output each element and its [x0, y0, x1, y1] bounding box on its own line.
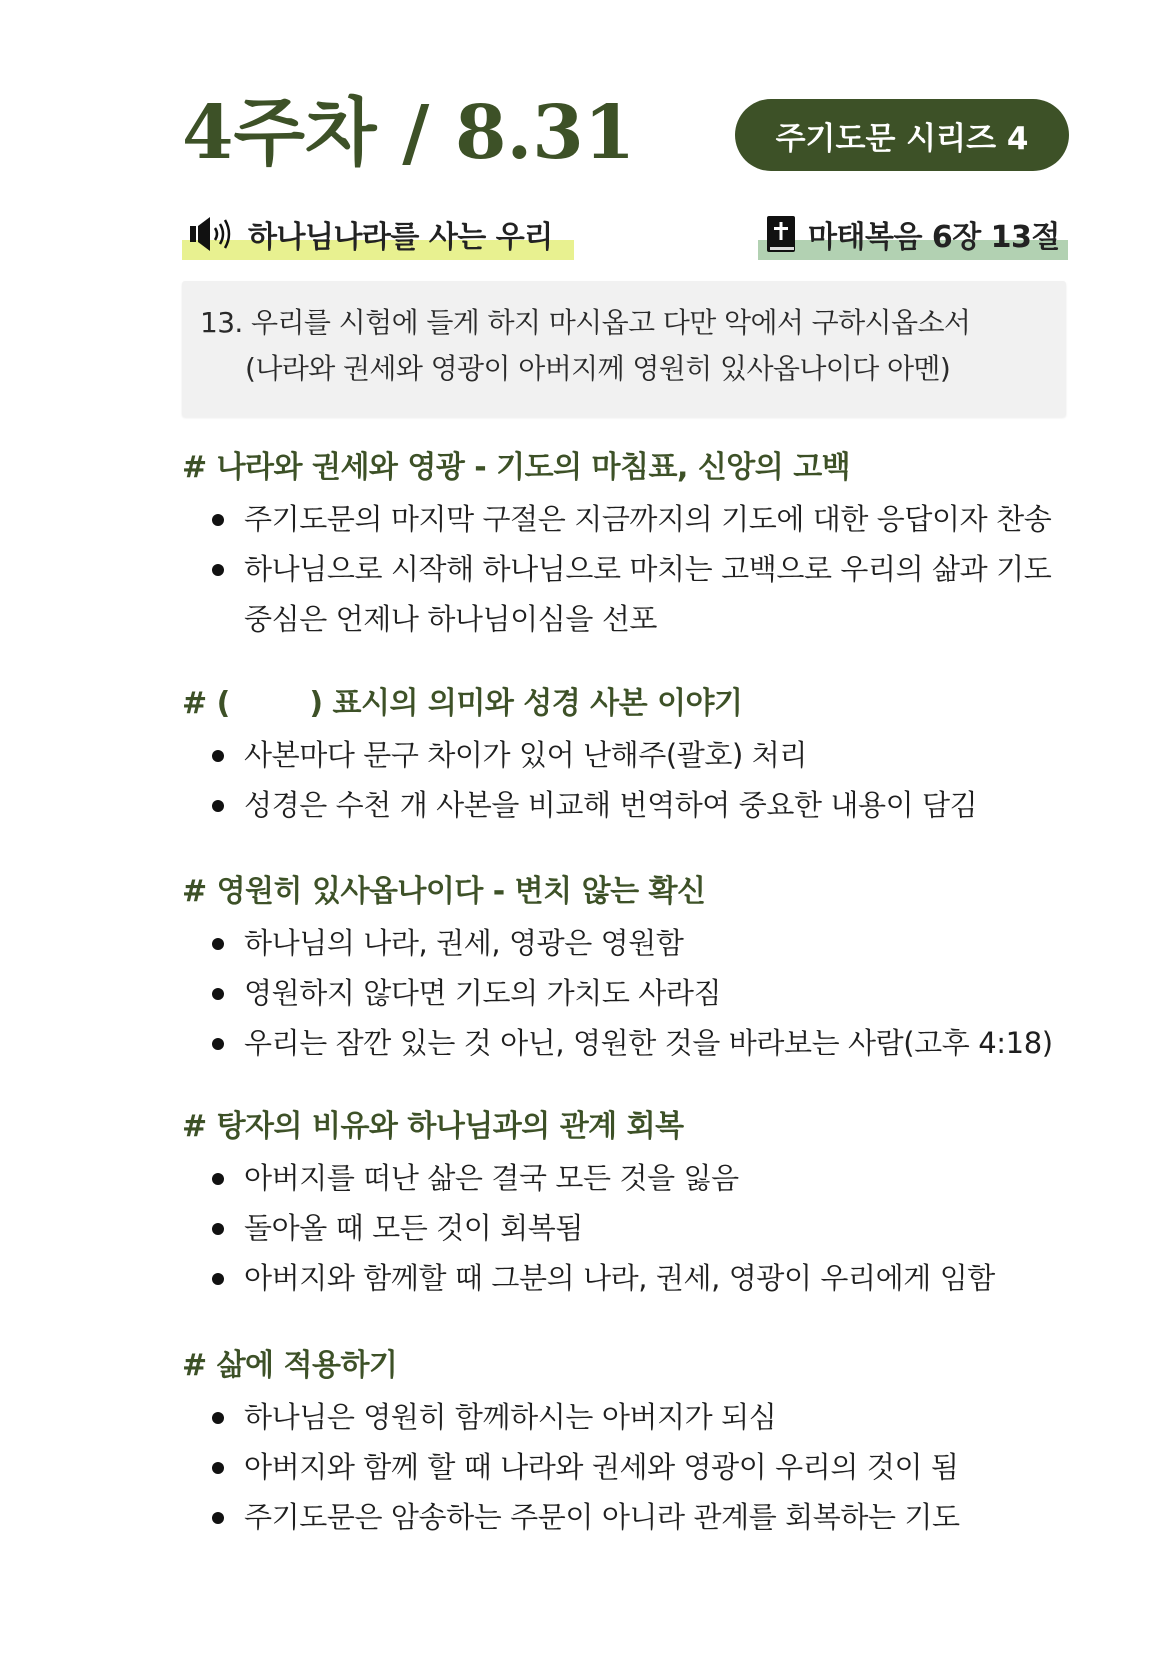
bullet-list	[182, 1153, 1082, 1303]
list-item: 하나님의 나라, 권세, 영광은 영원함	[182, 918, 1082, 968]
bullet-dot	[212, 1512, 224, 1524]
section-heading: # 탕자의 비유와 하나님과의 관계 회복	[182, 1109, 684, 1144]
series-badge	[735, 99, 1069, 171]
verse-text-line1: 13. 우리를 시험에 들게 하지 마시옵고 다만 악에서 구하시옵소서	[200, 306, 971, 339]
list-item: 하나님은 영원히 함께하시는 아버지가 되심	[182, 1392, 1082, 1442]
verse-text-line2: (나라와 권세와 영광이 아버지께 영원히 있사옵나이다 아멘)	[245, 352, 951, 385]
list-item: 사본마다 문구 차이가 있어 난해주(괄호) 처리	[182, 730, 1082, 780]
list-item: 주기도문은 암송하는 주문이 아니라 관계를 회복하는 기도	[182, 1492, 1082, 1542]
section-heading: # 영원히 있사옵나이다 - 변치 않는 확신	[182, 874, 706, 909]
section-heading: # 삶에 적용하기	[182, 1348, 398, 1383]
bullet-dot	[212, 1273, 224, 1285]
list-item: 영원하지 않다면 기도의 가치도 사라짐	[182, 968, 1082, 1018]
bullet-dot	[212, 988, 224, 1000]
bullet-list	[182, 494, 1082, 644]
bullet-list	[182, 1392, 1082, 1542]
bible-icon	[764, 214, 798, 254]
list-item: 하나님으로 시작해 하나님으로 마치는 고백으로 우리의 삶과 기도 중심은 언제나 하나님이심을 선포	[182, 544, 1082, 644]
section-heading: # 나라와 권세와 영광 - 기도의 마침표, 신앙의 고백	[182, 450, 851, 485]
section-parentheses-meaning	[182, 684, 1082, 830]
series-label: 주기도문 시리즈 4	[775, 120, 1029, 157]
section-heading: # ( ) 표시의 의미와 성경 사본 이야기	[182, 686, 743, 721]
list-item: 아버지와 함께 할 때 나라와 권세와 영광이 우리의 것이 됨	[182, 1442, 1082, 1492]
bullet-list	[182, 918, 1082, 1068]
bullet-dot	[212, 938, 224, 950]
section-kingdom-power-glory	[182, 448, 1082, 644]
bullet-dot	[212, 750, 224, 762]
page-title: 4주차 / 8.31	[182, 90, 636, 176]
bullet-dot	[212, 564, 224, 576]
bullet-dot	[212, 1038, 224, 1050]
scripture-ref: 마태복음 6장 13절	[808, 220, 1060, 255]
bullet-dot	[212, 1223, 224, 1235]
bullet-dot	[212, 1173, 224, 1185]
speaker-icon	[188, 214, 238, 254]
bullet-dot	[212, 514, 224, 526]
bullet-dot	[212, 1462, 224, 1474]
list-item: 우리는 잠깐 있는 것 아닌, 영원한 것을 바라보는 사람(고후 4:18)	[182, 1018, 1082, 1068]
list-item: 아버지와 함께할 때 그분의 나라, 권세, 영광이 우리에게 임함	[182, 1253, 1082, 1303]
bullet-list	[182, 730, 1082, 830]
theme-text: 하나님나라를 사는 우리	[248, 220, 553, 255]
verse-box	[182, 281, 1066, 417]
section-forever	[182, 872, 1082, 1068]
list-item: 성경은 수천 개 사본을 비교해 번역하여 중요한 내용이 담김	[182, 780, 1082, 830]
list-item: 아버지를 떠난 삶은 결국 모든 것을 잃음	[182, 1153, 1082, 1203]
list-item: 돌아올 때 모든 것이 회복됨	[182, 1203, 1082, 1253]
section-prodigal-son	[182, 1107, 1082, 1303]
bullet-dot	[212, 800, 224, 812]
scripture-tag	[758, 208, 1068, 260]
list-item: 주기도문의 마지막 구절은 지금까지의 기도에 대한 응답이자 찬송	[182, 494, 1082, 544]
bullet-dot	[212, 1412, 224, 1424]
section-life-application	[182, 1346, 1082, 1542]
theme-tag	[182, 208, 574, 260]
